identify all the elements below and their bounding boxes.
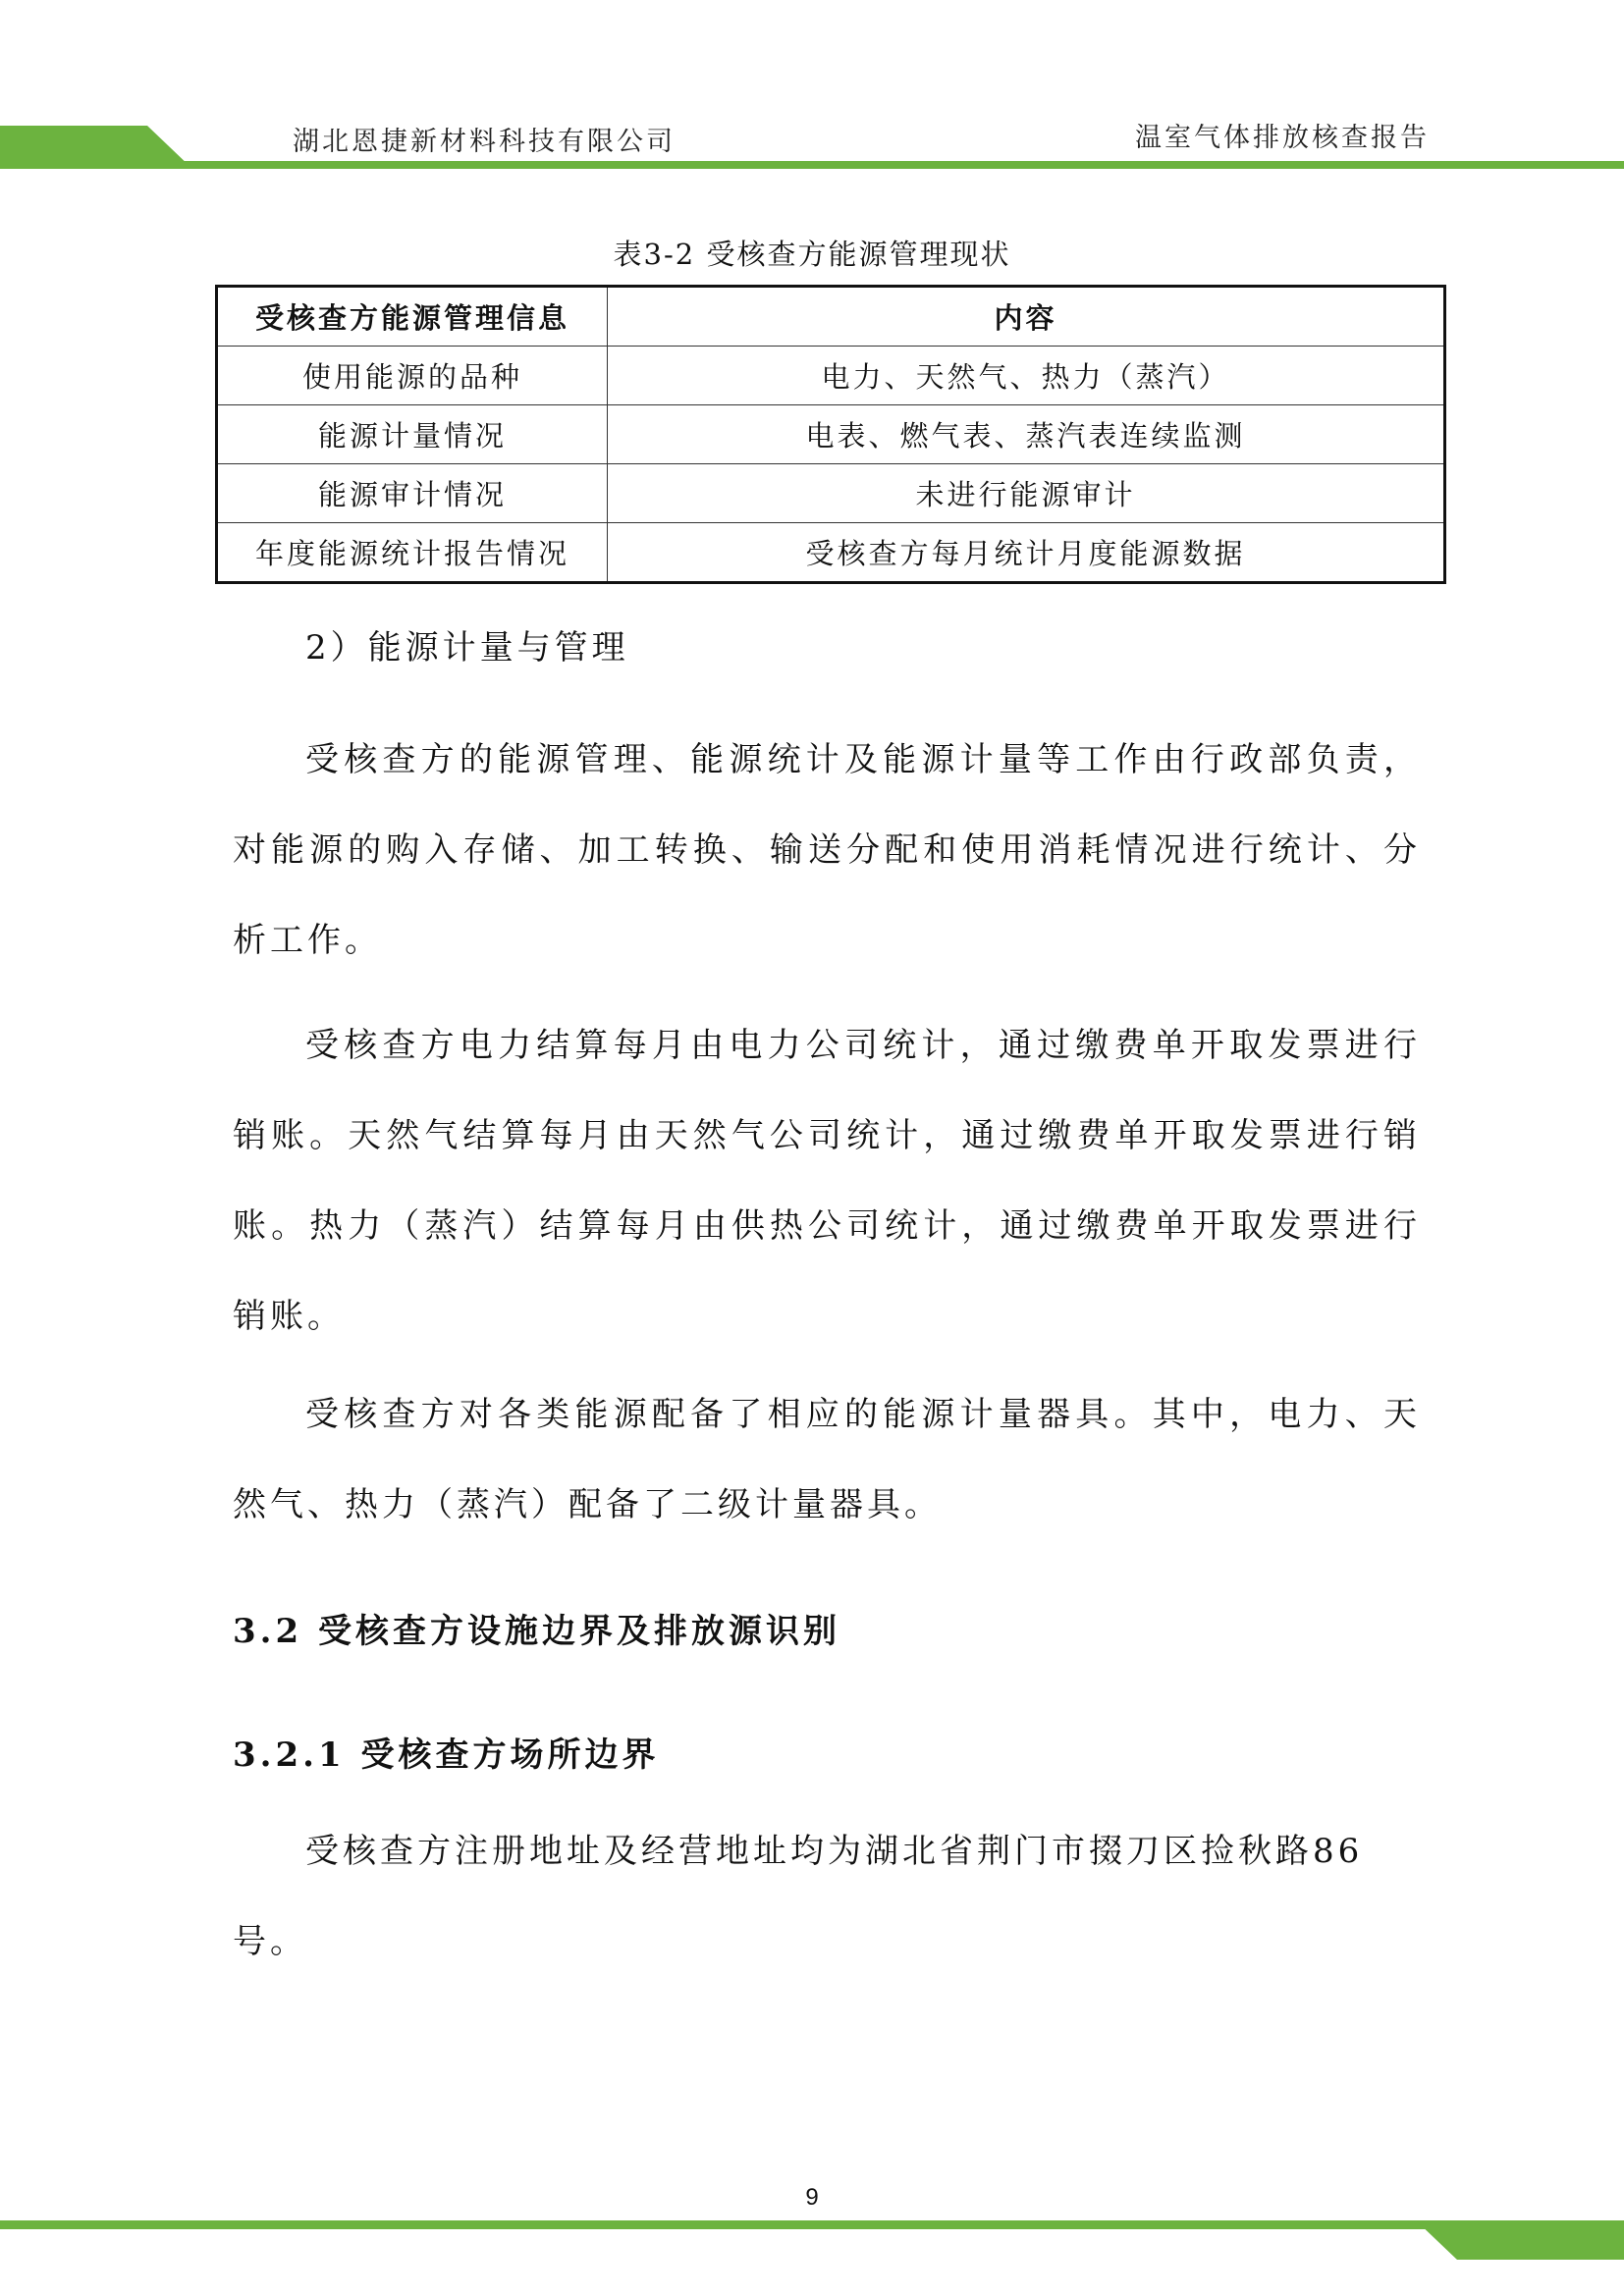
footer-rule: [0, 2220, 1624, 2229]
header-report-title: 温室气体排放核查报告: [1135, 123, 1430, 153]
table-cell: 能源审计情况: [217, 464, 608, 523]
header-rule: [0, 161, 1624, 169]
subsection-heading: 3.2.1 受核查方场所边界: [233, 1735, 660, 1775]
energy-management-table: [215, 285, 1446, 584]
paragraph: 受核查方电力结算每月由电力公司统计，通过缴费单开取发票进行销账。天然气结算每月由天然气公司统计，通过缴费单开取发票进行销账。热力（蒸汽）结算每月由供热公司统计，通过缴费单开取发票进行销账。: [233, 1026, 1421, 1336]
table-row: [217, 347, 1445, 405]
item-heading: 2）能源计量与管理: [305, 628, 629, 667]
table-cell: 电力、天然气、热力（蒸汽）: [608, 347, 1445, 405]
paragraph: 受核查方的能源管理、能源统计及能源计量等工作由行政部负责，对能源的购入存储、加工转换、输送分配和使用消耗情况进行统计、分析工作。: [233, 740, 1421, 960]
page-number: 9: [805, 2184, 819, 2211]
table-row: [217, 405, 1445, 464]
table-caption: 表3-2 受核查方能源管理现状: [613, 238, 1011, 271]
table-row: [217, 464, 1445, 523]
header-company-name: 湖北恩捷新材料科技有限公司: [293, 127, 676, 157]
section-heading: 3.2 受核查方设施边界及排放源识别: [233, 1612, 840, 1651]
table-row: [217, 523, 1445, 583]
paragraph: 受核查方注册地址及经营地址均为湖北省荆门市掇刀区捡秋路86号。: [233, 1832, 1364, 1961]
table-cell: 年度能源统计报告情况: [217, 523, 608, 583]
table-header-row: [217, 287, 1445, 347]
paragraph: 受核查方对各类能源配备了相应的能源计量器具。其中，电力、天然气、热力（蒸汽）配备了二级计量器具。: [233, 1395, 1421, 1524]
table-cell: 使用能源的品种: [217, 347, 608, 405]
table-cell: 受核查方每月统计月度能源数据: [608, 523, 1445, 583]
table-header-cell: 受核查方能源管理信息: [217, 287, 608, 347]
table-cell: 能源计量情况: [217, 405, 608, 464]
footer-accent-tab: [1416, 2220, 1624, 2260]
table-cell: 未进行能源审计: [608, 464, 1445, 523]
table-cell: 电表、燃气表、蒸汽表连续监测: [608, 405, 1445, 464]
table-header-cell: 内容: [608, 287, 1445, 347]
